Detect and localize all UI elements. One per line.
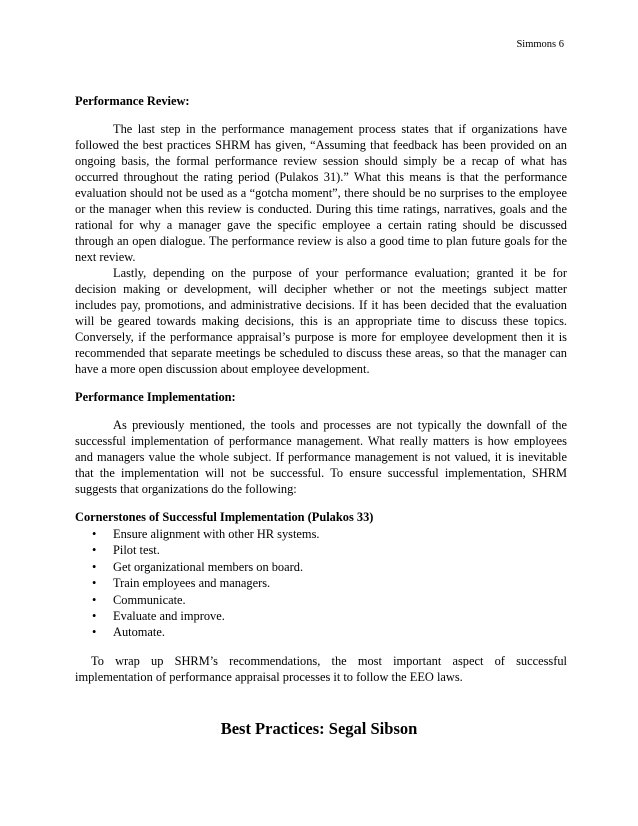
performance-review-paragraph-1: The last step in the performance management process states that if organizations have followed the best practices SHRM has given, “Assuming that feedback has been provided on an ongoing basis, the formal performance review session should simply be a recap of what has occurred throughout the rating period (Pulakos 31).” What this means is that the performance evaluation should not be used as a “gotcha moment”, there should be no surprises to the employee or the manager when this review is conducted. During this time ratings, narratives, goals and the rational for why a manager gave the specific employee a certain rating should be discussed through an open dialogue. The performance review is also a good time to plan future goals for the next review. xyxy=(75,122,567,264)
bullet-icon: • xyxy=(92,592,97,607)
list-item xyxy=(92,526,567,542)
spacer xyxy=(75,497,567,509)
list-item xyxy=(92,608,567,624)
list-item xyxy=(92,559,567,575)
list-item xyxy=(92,575,567,591)
closing-paragraph: To wrap up SHRM’s recommendations, the most important aspect of successful implementation of performance appraisal processes it to follow the EEO laws. xyxy=(75,653,567,684)
bullet-icon: • xyxy=(92,625,97,640)
bullet-icon: • xyxy=(92,543,97,558)
page-content xyxy=(75,93,567,685)
list-item-text: Ensure alignment with other HR systems. xyxy=(113,527,320,541)
list-item xyxy=(92,592,567,608)
bullet-icon: • xyxy=(92,527,97,541)
performance-implementation-paragraph: As previously mentioned, the tools and processes are not typically the downfall of the successful implementation of performance management. What really matters is how employees and managers value the whole subject. If performance management is not valued, it is inevitable that the implementation will not be successful. To ensure successful implementation, SHRM suggests that organizations do the following: xyxy=(75,418,567,496)
performance-implementation-heading: Performance Implementation: xyxy=(75,390,236,404)
cornerstones-list-title: Cornerstones of Successful Implementation (Pulakos 33) xyxy=(75,510,374,524)
bullet-icon: • xyxy=(92,559,97,574)
list-item-text: Evaluate and improve. xyxy=(113,609,225,624)
list-item-text: Train employees and managers. xyxy=(113,576,271,591)
cornerstones-list xyxy=(75,526,567,641)
section-title-best-practices: Best Practices: Segal Sibson xyxy=(220,719,418,738)
bullet-icon: • xyxy=(92,576,97,591)
spacer xyxy=(75,377,567,389)
spacer xyxy=(75,641,567,653)
list-item-text: Get organizational members on board. xyxy=(113,559,304,574)
page-header: Simmons 6 xyxy=(516,39,564,50)
list-item xyxy=(92,542,567,558)
list-item-text: Automate. xyxy=(113,625,165,640)
list-item xyxy=(92,624,567,640)
bullet-icon: • xyxy=(92,609,97,624)
performance-review-paragraph-2: Lastly, depending on the purpose of your performance evaluation; granted it be for decision making or development, will decipher whether or not the meetings subject matter includes pay, promotions, and administrative decisions. If it has been decided that the evaluation will be geared towards making decisions, this is an appropriate time to discuss these topics. Conversely, if the performance appraisal’s purpose is more for employee development then it is recommended that separate meetings be scheduled to discuss these areas, so that the manager can have a more open discussion about employee development. xyxy=(75,266,567,376)
list-item-text: Pilot test. xyxy=(113,543,160,558)
performance-review-heading: Performance Review: xyxy=(75,94,190,108)
list-item-text: Communicate. xyxy=(113,592,186,607)
